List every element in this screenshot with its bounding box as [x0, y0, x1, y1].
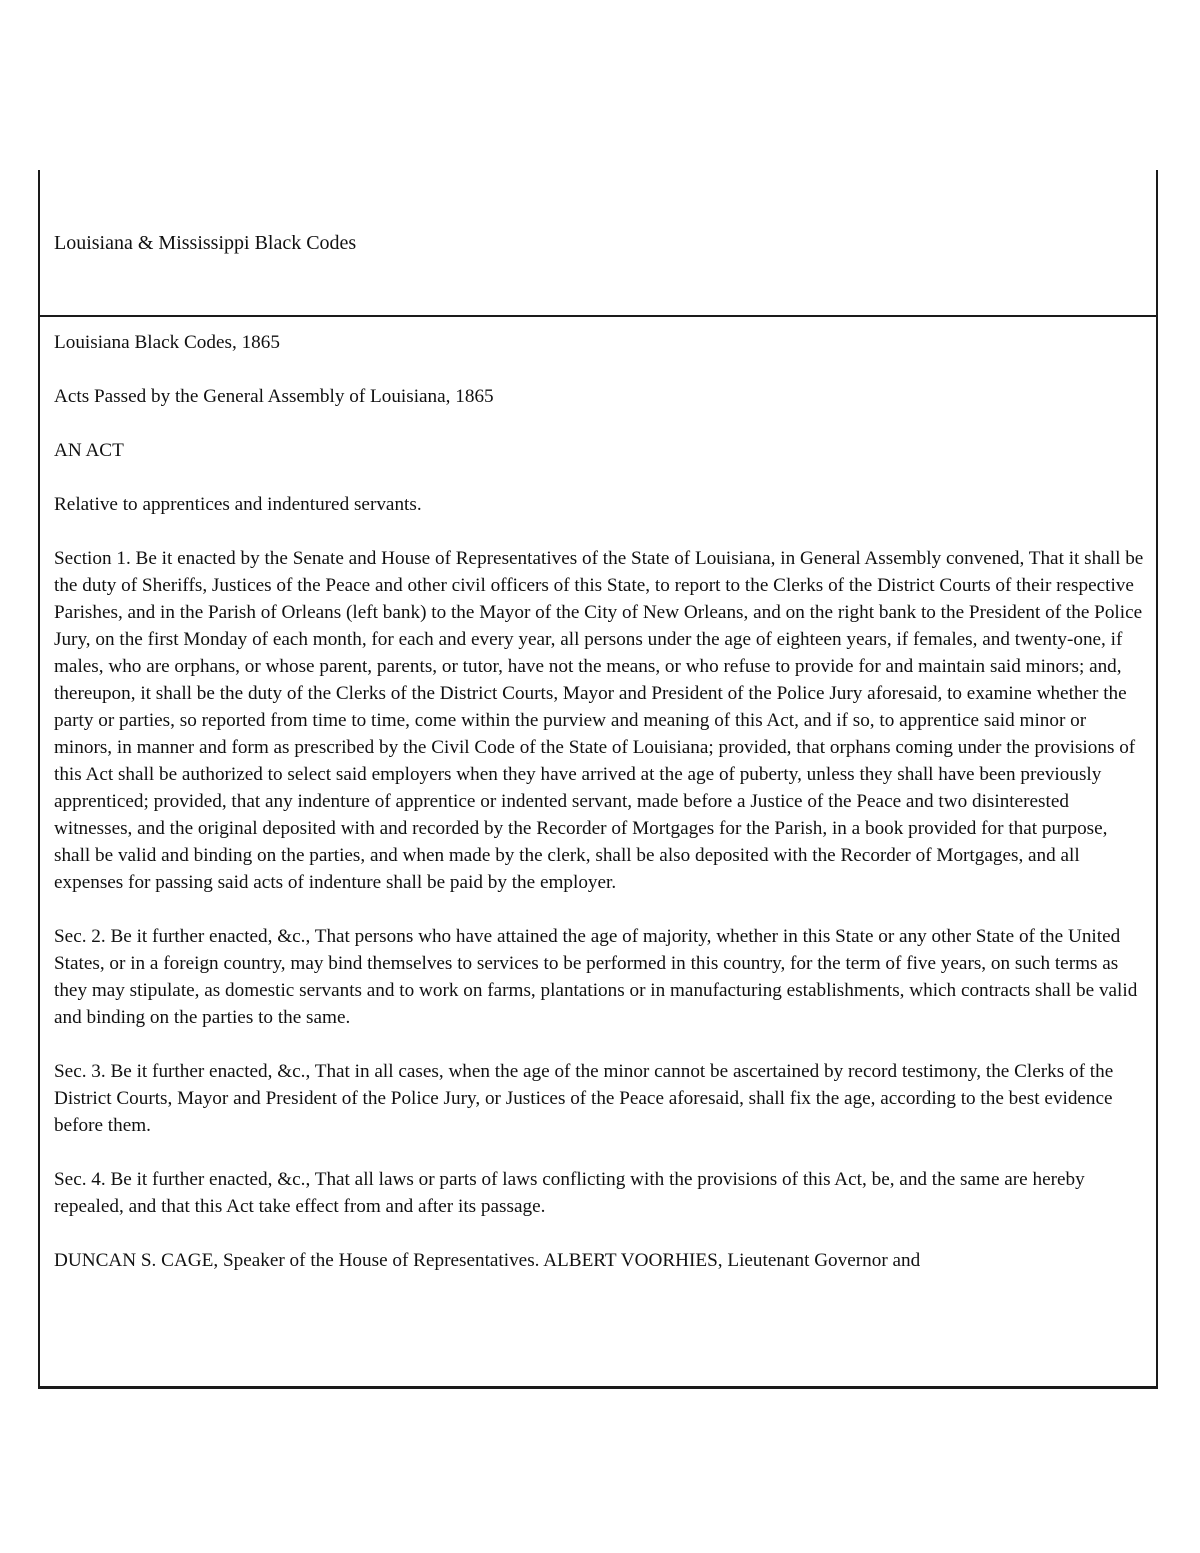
document-title: Louisiana & Mississippi Black Codes — [54, 232, 357, 254]
document-table — [38, 170, 1158, 1389]
body-cell — [40, 317, 1156, 1274]
section-heading: Louisiana Black Codes, 1865 — [54, 332, 280, 353]
section-1-paragraph: Section 1. Be it enacted by the Senate and House of Representatives of the State of Louisiana, in General Assembly convened, That it shall be the duty of Sheriffs, Justices of the Peace and other civil officers of this State, to report to the Clerks of the District Courts of their respective Parishes, and in the Parish of Orleans (left bank) to the Mayor of the City of New Orleans, and on the right bank to the President of the Police Jury, on the first Monday of each month, for each and every year, all persons under the age of eighteen years, if females, and twenty-one, if males, who are orphans, or whose parent, parents, or tutor, have not the means, or who refuse to provide for and maintain said minors; and, thereupon, it shall be the duty of the Clerks of the District Courts, Mayor and President of the Police Jury aforesaid, to examine whether the party or parties, so reported from time to time, come within the purview and meaning of this Act, and if so, to apprentice said minor or minors, in manner and form as prescribed by the Civil Code of the State of Louisiana; provided, that orphans coming under the provisions of this Act shall be authorized to select said employers when they have arrived at the age of puberty, unless they shall have been previously apprenticed; provided, that any indenture of apprentice or indented servant, made before a Justice of the Peace and two disinterested witnesses, and the original deposited with and recorded by the Recorder of Mortgages for the Parish, in a book provided for that purpose, shall be valid and binding on the parties, and when made by the clerk, shall be also deposited with the Recorder of Mortgages, and all expenses for passing said acts of indenture shall be paid by the employer. — [54, 548, 1144, 893]
header-cell — [40, 170, 1156, 317]
section-3-paragraph: Sec. 3. Be it further enacted, &c., That in all cases, when the age of the minor cannot be ascertained by record testimony, the Clerks of the District Courts, Mayor and President of the Police Jury, or Justices of the Peace aforesaid, shall fix the age, according to the best evidence before them. — [54, 1061, 1114, 1136]
section-subheading: Acts Passed by the General Assembly of Louisiana, 1865 — [54, 386, 494, 407]
act-subject: Relative to apprentices and indentured servants. — [54, 494, 422, 515]
section-2-paragraph: Sec. 2. Be it further enacted, &c., That persons who have attained the age of majority, whether in this State or any other State of the United States, or in a foreign country, may bind themselves to services to be performed in this country, for the term of five years, on such terms as they may stipulate, as domestic servants and to work on farms, plantations or in manufacturing establishments, which contracts shall be valid and binding on the parties to the same. — [54, 926, 1138, 1028]
section-4-paragraph: Sec. 4. Be it further enacted, &c., That all laws or parts of laws conflicting with the provisions of this Act, be, and the same are hereby repealed, and that this Act take effect from and after its passage. — [54, 1169, 1085, 1217]
signatures-line: DUNCAN S. CAGE, Speaker of the House of Representatives. ALBERT VOORHIES, Lieutenant Governor and — [54, 1250, 921, 1271]
act-label: AN ACT — [54, 440, 124, 461]
